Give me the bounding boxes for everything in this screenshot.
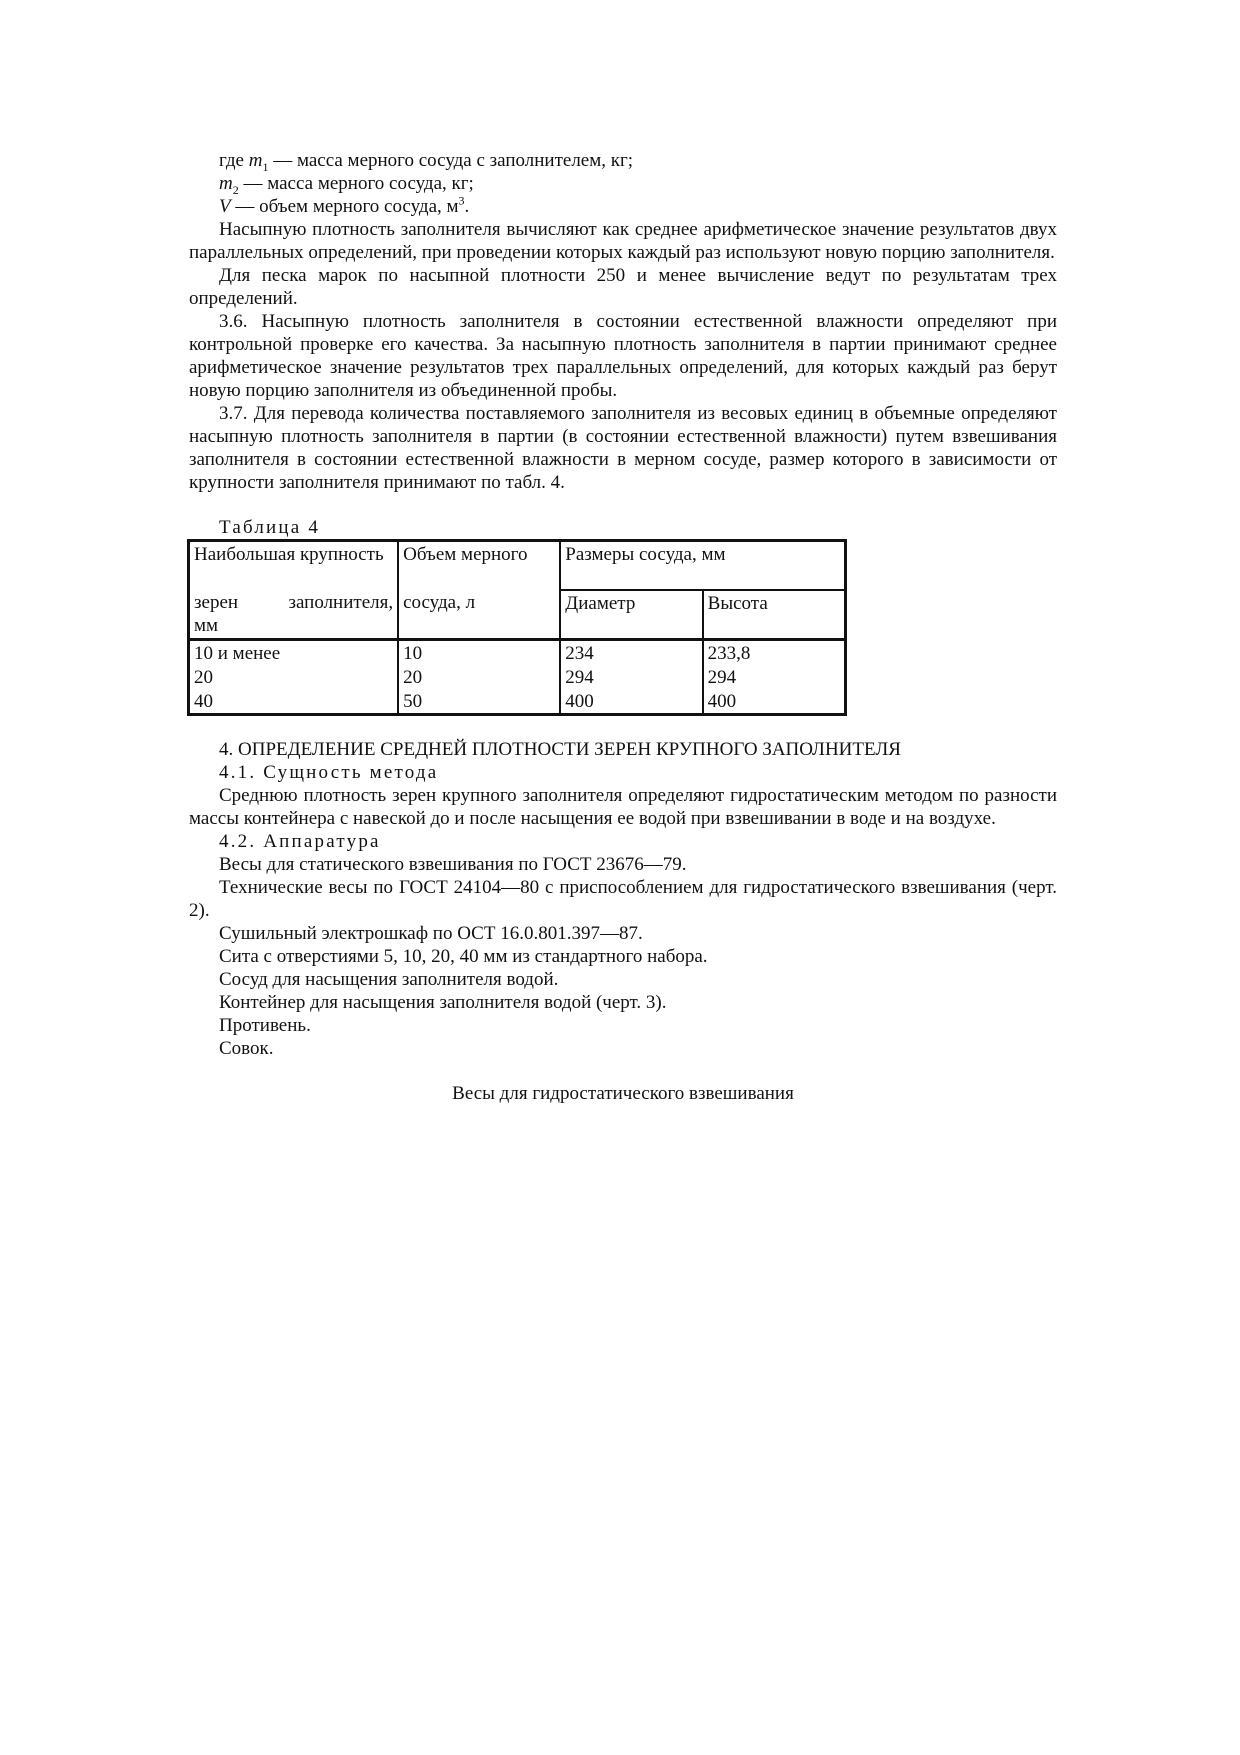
header-height: Высота — [703, 590, 846, 640]
header-coarseness-top: Наибольшая крупность — [189, 541, 399, 591]
table-cell: 400 — [707, 691, 737, 712]
table-caption: Таблица 4 — [219, 517, 321, 538]
table-cell: 50 — [398, 689, 560, 715]
definition-v: V — объем мерного сосуда, $м^3$. — [219, 193, 470, 217]
section-4-1-heading: 4.1. Сущность метода — [219, 762, 439, 783]
table-subheader-row — [189, 590, 846, 640]
table-cell: 233,8 — [707, 643, 751, 664]
section-4-2-heading: 4.2. Аппаратура — [219, 831, 381, 852]
apparatus-item: Сушильный электрошкаф по ОСТ 16.0.801.397—87. — [219, 923, 643, 944]
table-cell: 234 — [560, 640, 702, 666]
apparatus-item: Контейнер для насыщения заполнителя водой (черт. 3). — [219, 992, 667, 1013]
spacer — [189, 716, 1057, 738]
header-diameter: Диаметр — [560, 590, 702, 640]
table-row — [189, 689, 846, 715]
table-cell: 10 и менее — [189, 640, 399, 666]
table-4 — [187, 539, 847, 716]
apparatus-item: Совок. — [219, 1038, 274, 1059]
paragraph-3-6: 3.6. Насыпную плотность заполнителя в состоянии естественной влажности определяют при контрольной проверке его качества. За насыпную плотность заполнителя в партии принимают среднее арифметическое значение результатов трех параллельных определений, для которых каждый раз берут новую порцию заполнителя из объединенной пробы. — [189, 311, 1057, 401]
apparatus-item: Технические весы по ГОСТ 24104—80 с приспособлением для гидростатического взвешивания (черт. 2). — [189, 877, 1057, 921]
apparatus-item: Сосуд для насыщения заполнителя водой. — [219, 969, 559, 990]
definition-m2: $m_2$ — масса мерного сосуда, кг; — [219, 173, 474, 197]
header-volume-bottom: сосуда, л — [398, 590, 560, 640]
header-coarseness-bottom: зерен заполнителя, мм — [189, 590, 399, 640]
paragraph-3-7: 3.7. Для перевода количества поставляемого заполнителя из весовых единиц в объемные определяют насыпную плотность заполнителя в партии (в состоянии естественной влажности) путем взвешивания заполнителя в состоянии естественной влажности в мерном сосуде, размер которого в зависимости от крупности заполнителя принимают по табл. 4. — [189, 403, 1057, 493]
apparatus-item: Сита с отверстиями 5, 10, 20, 40 мм из стандартного набора. — [219, 946, 708, 967]
paragraph-bulk-density: Насыпную плотность заполнителя вычисляют как среднее арифметическое значение результатов двух параллельных определений, при проведении которых каждый раз используют новую порцию заполнителя. — [189, 219, 1057, 263]
header-dimensions: Размеры сосуда, мм — [560, 541, 845, 591]
apparatus-item: Противень. — [219, 1015, 311, 1036]
section-4-1-text: Среднюю плотность зерен крупного заполнителя определяют гидростатическим методом по разности массы контейнера с навеской до и после насыщения ее водой при взвешивании в воде и на воздухе. — [189, 785, 1057, 829]
spacer — [189, 494, 1057, 516]
table-cell: 400 — [560, 689, 702, 715]
table-cell: 20 — [189, 665, 399, 689]
spacer — [189, 1060, 1057, 1082]
document-page — [189, 149, 1057, 1105]
figure-caption: Весы для гидростатического взвешивания — [452, 1083, 794, 1104]
header-volume-top: Объем мерного — [398, 541, 560, 591]
paragraph-sand: Для песка марок по насыпной плотности 250 и менее вычисление ведут по результатам трех определений. — [189, 265, 1057, 309]
table-body — [189, 640, 846, 715]
apparatus-item: Весы для статического взвешивания по ГОСТ 23676—79. — [219, 854, 687, 875]
table-header-row — [189, 541, 846, 591]
table-row — [189, 665, 846, 689]
table-cell: 40 — [189, 689, 399, 715]
table-cell: 294 — [560, 665, 702, 689]
table-cell: 20 — [398, 665, 560, 689]
table-cell: 294 — [707, 667, 737, 688]
section-4-title: 4. ОПРЕДЕЛЕНИЕ СРЕДНЕЙ ПЛОТНОСТИ ЗЕРЕН КРУПНОГО ЗАПОЛНИТЕЛЯ — [219, 739, 901, 760]
table-cell: 10 — [398, 640, 560, 666]
table-row — [189, 640, 846, 666]
definition-m1: где $m_1$ — масса мерного сосуда с заполнителем, кг; — [219, 150, 634, 174]
